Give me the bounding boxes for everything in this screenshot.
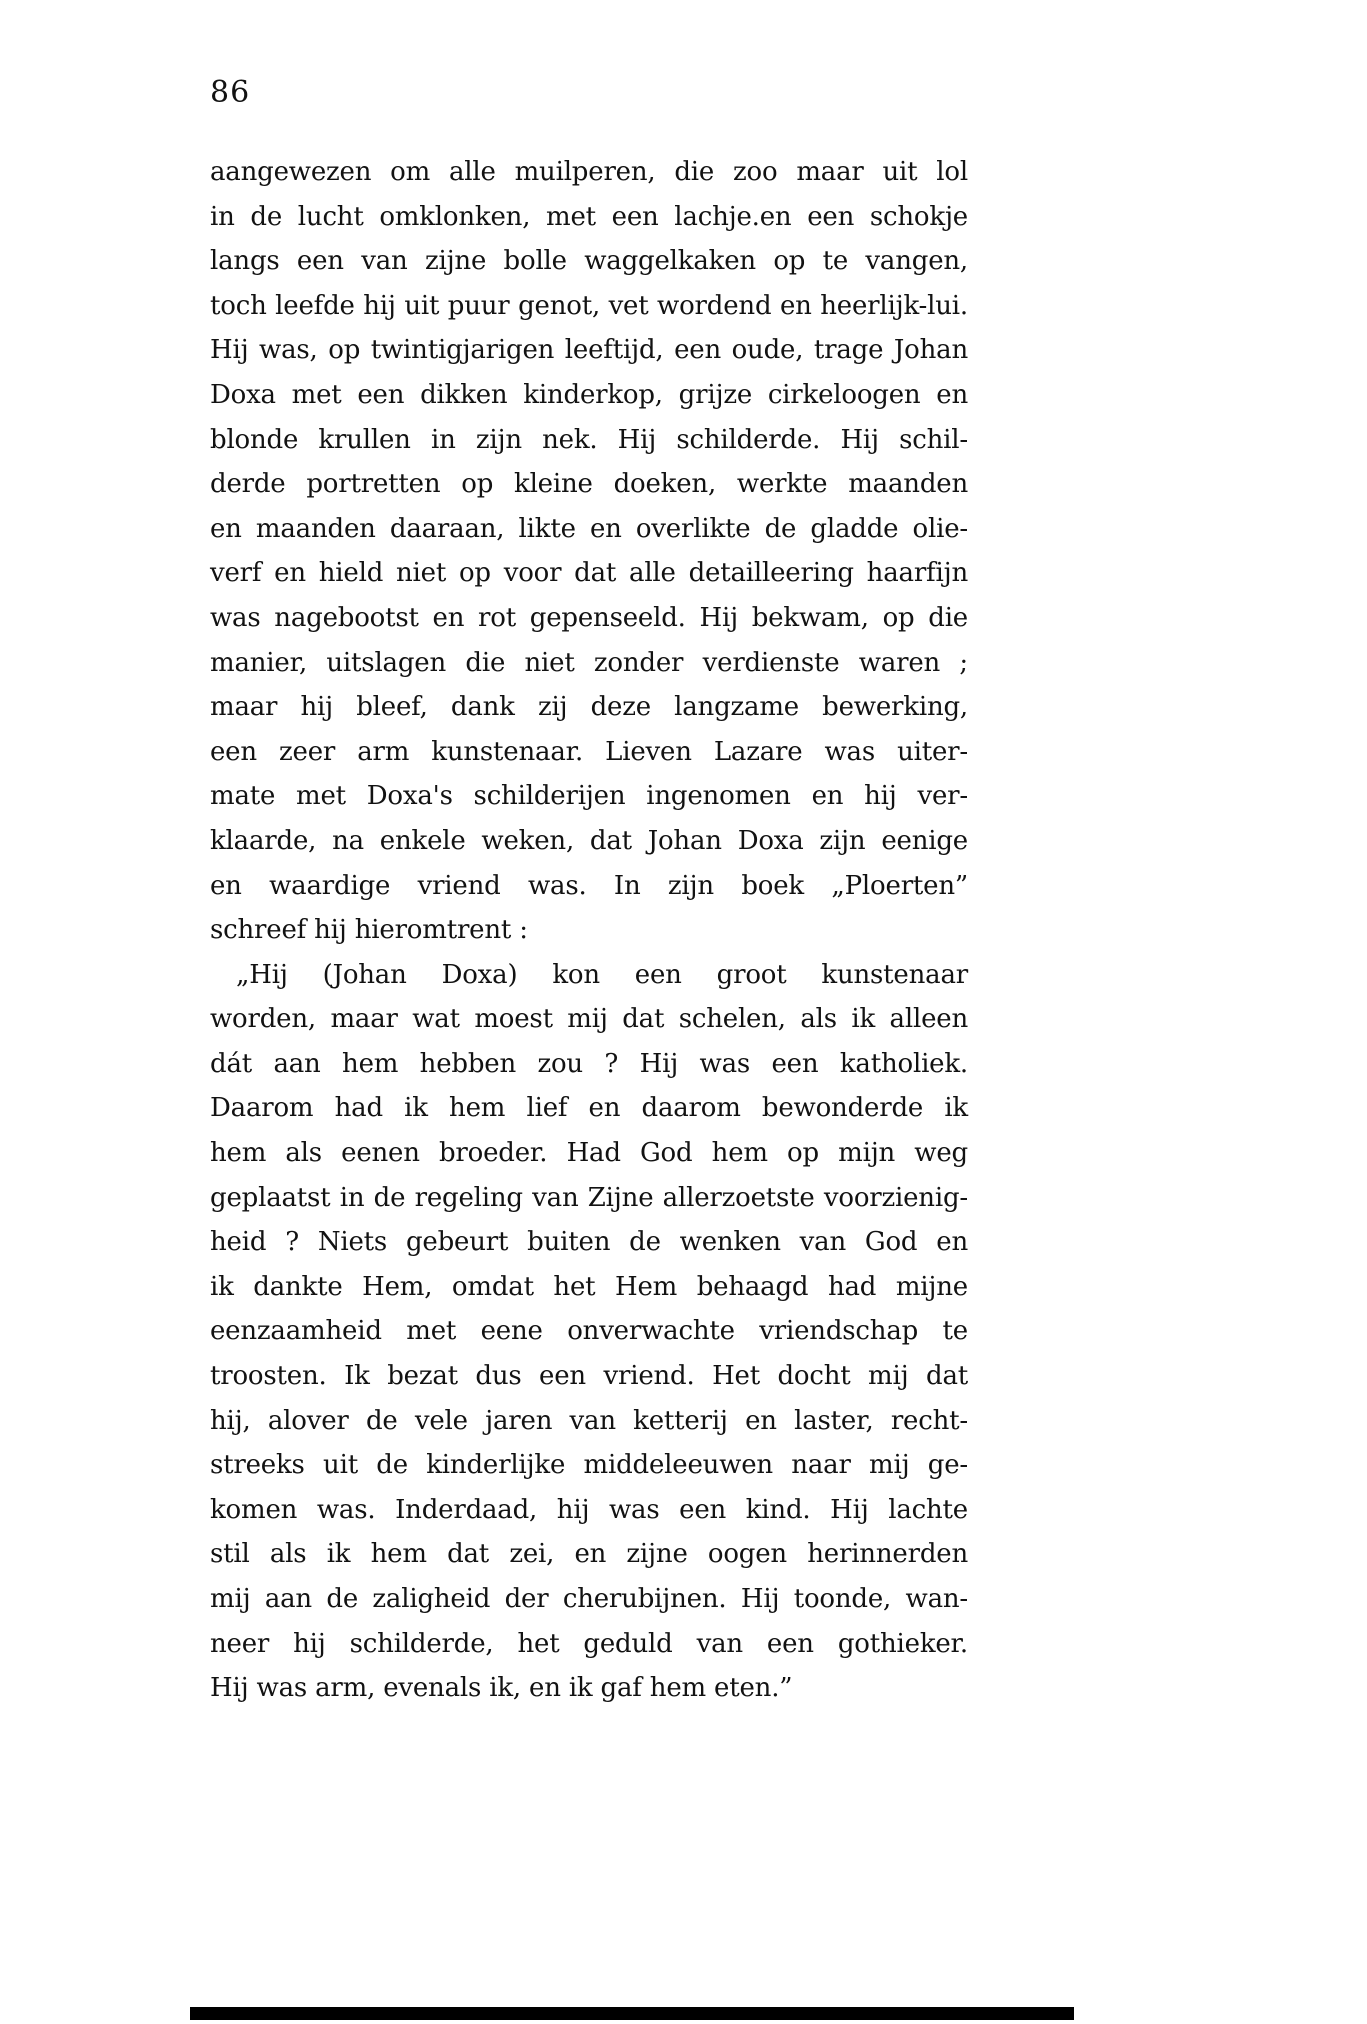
text-line: streeks uit de kinderlijke middeleeuwen naar mij ge-: [210, 1450, 968, 1481]
text-line: hij, alover de vele jaren van ketterij en laster, recht-: [210, 1405, 968, 1436]
text-line: in de lucht omklonken, met een lachje.en een schokje: [210, 201, 968, 232]
page-number: 86: [210, 75, 251, 110]
text-line: mij aan de zaligheid der cherubijnen. Hij toonde, wan-: [210, 1584, 968, 1614]
text-line: derde portretten op kleine doeken, werkte maanden: [210, 469, 968, 500]
text-line: geplaatst in de regeling van Zijne allerzoetste voorzienig-: [210, 1182, 968, 1213]
text-line: heid ? Niets gebeurt buiten de wenken van God en: [210, 1227, 968, 1258]
text-line: komen was. Inderdaad, hij was een kind. Hij lachte: [210, 1494, 968, 1525]
text-line: Daarom had ik hem lief en daarom bewonderde ik: [210, 1093, 968, 1124]
text-line: stil als ik hem dat zei, en zijne oogen herinnerden: [210, 1539, 968, 1570]
text-line: worden, maar wat moest mij dat schelen, als ik alleen: [210, 1004, 968, 1035]
text-line: maar hij bleef, dank zij deze langzame bewerking,: [210, 692, 968, 723]
text-block: [210, 150, 968, 1711]
text-line: Doxa met een dikken kinderkop, grijze cirkeloogen en: [210, 379, 968, 410]
text-line: toch leefde hij uit puur genot, vet wordend en heerlijk-lui.: [210, 290, 968, 321]
text-line: mate met Doxa's schilderijen ingenomen en hij ver-: [210, 781, 968, 812]
text-line: neer hij schilderde, het geduld van een gothieker.: [210, 1628, 968, 1659]
text-line: blonde krullen in zijn nek. Hij schilderde. Hij schil-: [210, 424, 968, 455]
text-line: klaarde, na enkele weken, dat Johan Doxa zijn eenige: [210, 825, 968, 856]
text-line: langs een van zijne bolle waggelkaken op te vangen,: [210, 246, 968, 277]
text-line: en waardige vriend was. In zijn boek „Ploerten”: [210, 870, 968, 901]
text-line: ik dankte Hem, omdat het Hem behaagd had mijne: [210, 1271, 968, 1302]
text-line: en maanden daaraan, likte en overlikte de gladde olie-: [210, 513, 968, 544]
text-line: schreef hij hieromtrent :: [210, 915, 528, 946]
text-line: verf en hield niet op voor dat alle detailleering haarfijn: [210, 558, 968, 589]
text-line: dát aan hem hebben zou ? Hij was een katholiek.: [210, 1048, 968, 1079]
text-line: een zeer arm kunstenaar. Lieven Lazare was uiter-: [210, 736, 968, 767]
text-line: eenzaamheid met eene onverwachte vriendschap te: [210, 1316, 968, 1347]
text-line: „Hij (Johan Doxa) kon een groot kunstenaar: [236, 959, 968, 990]
text-line: manier, uitslagen die niet zonder verdienste waren ;: [210, 647, 968, 678]
text-line: Hij was arm, evenals ik, en ik gaf hem eten.”: [210, 1673, 793, 1704]
text-line: Hij was, op twintigjarigen leeftijd, een oude, trage Johan: [210, 335, 968, 366]
text-line: troosten. Ik bezat dus een vriend. Het docht mij dat: [210, 1361, 968, 1392]
text-line: aangewezen om alle muilperen, die zoo maar uit lol: [210, 157, 968, 187]
text-line: hem als eenen broeder. Had God hem op mijn weg: [210, 1138, 968, 1169]
scan-artifact-bar: [190, 2007, 1074, 2020]
text-line: was nagebootst en rot gepenseeld. Hij bekwam, op die: [210, 602, 968, 633]
